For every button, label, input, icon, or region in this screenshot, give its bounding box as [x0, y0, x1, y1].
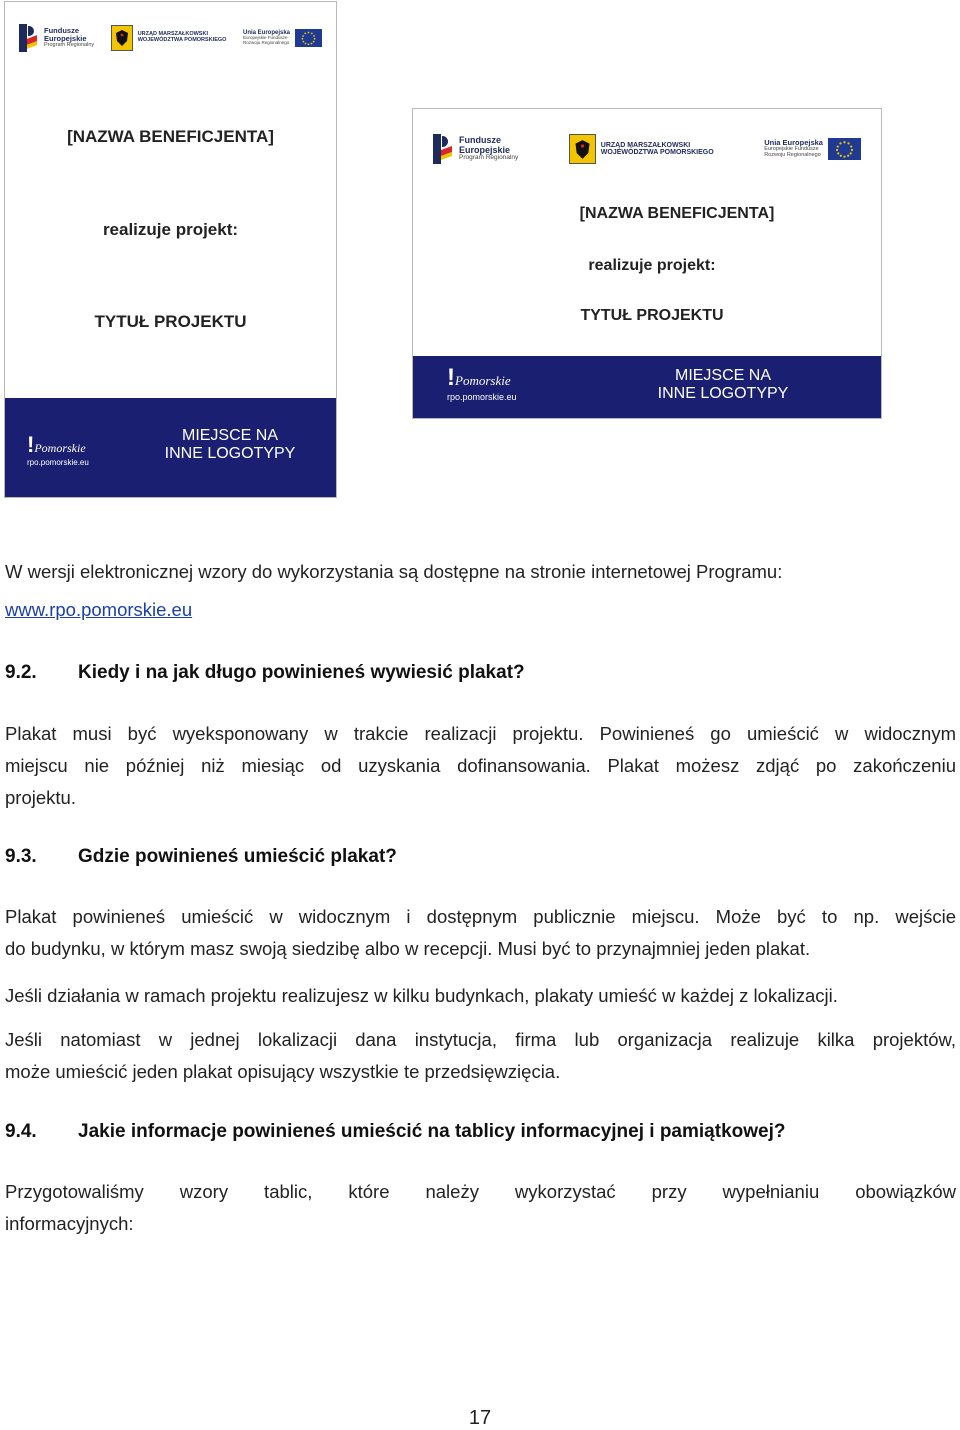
- eu-flag-icon: [828, 138, 861, 160]
- poster-vertical-template: [4, 1, 337, 498]
- poster-horizontal-template: [412, 108, 882, 419]
- section-9-2-paragraph: [5, 718, 956, 814]
- section-title: Gdzie powinieneś umieścić plakat?: [78, 846, 397, 867]
- section-number: 9.4.: [5, 1121, 37, 1142]
- section-9-3-paragraph-2: Jeśli działania w ramach projektu realizujesz w kilku budynkach, plakaty umieść w każdej z lokalizacji.: [5, 985, 838, 1006]
- miejsce-line1: MIEJSCE NA: [674, 367, 771, 384]
- urzad-line2: WOJEWÓDZTWA POMORSKIEGO: [600, 149, 714, 156]
- miejsce-line2: INNE LOGOTYPY: [657, 384, 789, 402]
- paragraph-line: do budynku, w którym masz swoją siedzibę albo w recepcji. Musi być to przynajmniej jeden plakat.: [5, 938, 811, 959]
- realizuje-label: realizuje projekt:: [588, 257, 716, 274]
- pomorskie-url: rpo.pomorskie.eu: [447, 392, 517, 402]
- paragraph-line: Przygotowaliśmy wzory tablic, które należy wykorzystać przy wypełnianiu obowiązków: [5, 1181, 956, 1202]
- paragraph-line: Jeśli natomiast w jednej lokalizacji dana instytucja, firma lub organizacja realizuje kilka projektów,: [5, 1029, 956, 1050]
- eu-flag-icon: [295, 29, 322, 47]
- miejsce-line2: INNE LOGOTYPY: [164, 444, 296, 462]
- paragraph-line: Plakat musi być wyeksponowany w trakcie realizacji projektu. Powinieneś go umieścić w widocznym: [5, 723, 956, 744]
- ue-line1: Unia Europejska: [242, 30, 290, 37]
- miejsce-na-logotypy: [145, 427, 315, 462]
- beneficiary-placeholder: [NAZWA BENEFICJENTA]: [579, 205, 775, 222]
- bottom-band: [413, 356, 881, 418]
- ue-line3: Rozwoju Regionalnego: [242, 40, 290, 46]
- fundusze-line2: Europejskie: [459, 144, 511, 155]
- urzad-marszalkowski-logo: [569, 134, 714, 164]
- pomorskie-logo: !Pomorskie rpo.pomorskie.eu: [447, 364, 517, 402]
- pomorskie-crest-icon: [111, 25, 133, 51]
- miejsce-line1: MIEJSCE NA: [181, 427, 278, 444]
- urzad-line1: URZĄD MARSZAŁKOWSKI: [137, 31, 208, 38]
- urzad-marszalkowski-logo: [111, 25, 227, 51]
- section-title: Kiedy i na jak długo powinieneś wywiesić plakat?: [78, 662, 525, 683]
- fundusze-europejskie-logo: [433, 134, 518, 164]
- unia-europejska-logo: [764, 138, 861, 160]
- urzad-line1: URZĄD MARSZAŁKOWSKI: [600, 141, 691, 149]
- fundusze-europejskie-icon: [19, 24, 39, 52]
- ue-line3: Rozwoju Regionalnego: [764, 151, 821, 158]
- logo-bar: [413, 131, 881, 167]
- paragraph-line: może umieścić jeden plakat opisujący wszystkie te przedsięwzięcia.: [5, 1061, 561, 1082]
- paragraph-line: Plakat powinieneś umieścić w widocznym i dostępnym publicznie miejscu. Może być to np. wejście: [5, 906, 956, 927]
- section-9-4-heading: [5, 1121, 785, 1143]
- section-title: Jakie informacje powinieneś umieścić na tablicy informacyjnej i pamiątkowej?: [78, 1121, 786, 1142]
- pomorskie-crest-icon: [569, 134, 596, 164]
- page-number: 17: [468, 1407, 492, 1429]
- section-9-3-heading: [5, 846, 397, 868]
- section-9-3-paragraph-1: [5, 901, 956, 965]
- section-number: 9.2.: [5, 662, 37, 683]
- urzad-line2: WOJEWÓDZTWA POMORSKIEGO: [137, 37, 227, 43]
- logo-bar: [5, 20, 336, 56]
- bottom-band: [5, 398, 336, 497]
- pomorskie-script: Pomorskie: [455, 373, 511, 388]
- paragraph-line: informacyjnych:: [5, 1213, 134, 1234]
- ue-line1: Unia Europejska: [764, 138, 823, 148]
- paragraph-line: projektu.: [5, 787, 76, 808]
- rpo-pomorskie-link[interactable]: www.rpo.pomorskie.eu: [5, 599, 193, 620]
- fundusze-line1: Fundusze: [44, 26, 79, 36]
- fundusze-line3: Program Regionalny: [459, 154, 519, 162]
- fundusze-line2: Europejskie: [44, 34, 87, 44]
- unia-europejska-logo: [243, 29, 322, 47]
- miejsce-na-logotypy: [633, 367, 813, 402]
- fundusze-europejskie-logo: [19, 24, 94, 52]
- intro-paragraph: W wersji elektronicznej wzory do wykorzystania są dostępne na stronie internetowej Programu:: [5, 561, 783, 582]
- fundusze-line3: Program Regionalny: [44, 41, 95, 48]
- pomorskie-logo: !Pomorskie rpo.pomorskie.eu: [27, 432, 89, 467]
- paragraph-line: miejscu nie później niż miesiąc od uzyskania dofinansowania. Plakat możesz zdjąć po zakończeniu: [5, 755, 956, 776]
- project-title-placeholder: TYTUŁ PROJEKTU: [94, 312, 247, 331]
- ue-line2: Europejskie Fundusze: [764, 146, 819, 153]
- ue-line2: Europejskie Fundusze: [242, 35, 288, 41]
- pomorskie-url: rpo.pomorskie.eu: [27, 458, 89, 467]
- section-9-4-paragraph: [5, 1176, 956, 1240]
- section-number: 9.3.: [5, 846, 37, 867]
- realizuje-label: realizuje projekt:: [102, 220, 239, 239]
- pomorskie-script: Pomorskie: [34, 441, 86, 455]
- project-title-placeholder: TYTUŁ PROJEKTU: [580, 307, 724, 324]
- section-9-2-heading: [5, 662, 525, 684]
- beneficiary-placeholder: [NAZWA BENEFICJENTA]: [67, 127, 274, 146]
- section-9-3-paragraph-3: [5, 1024, 956, 1088]
- fundusze-line1: Fundusze: [459, 135, 501, 146]
- fundusze-europejskie-icon: [433, 134, 454, 164]
